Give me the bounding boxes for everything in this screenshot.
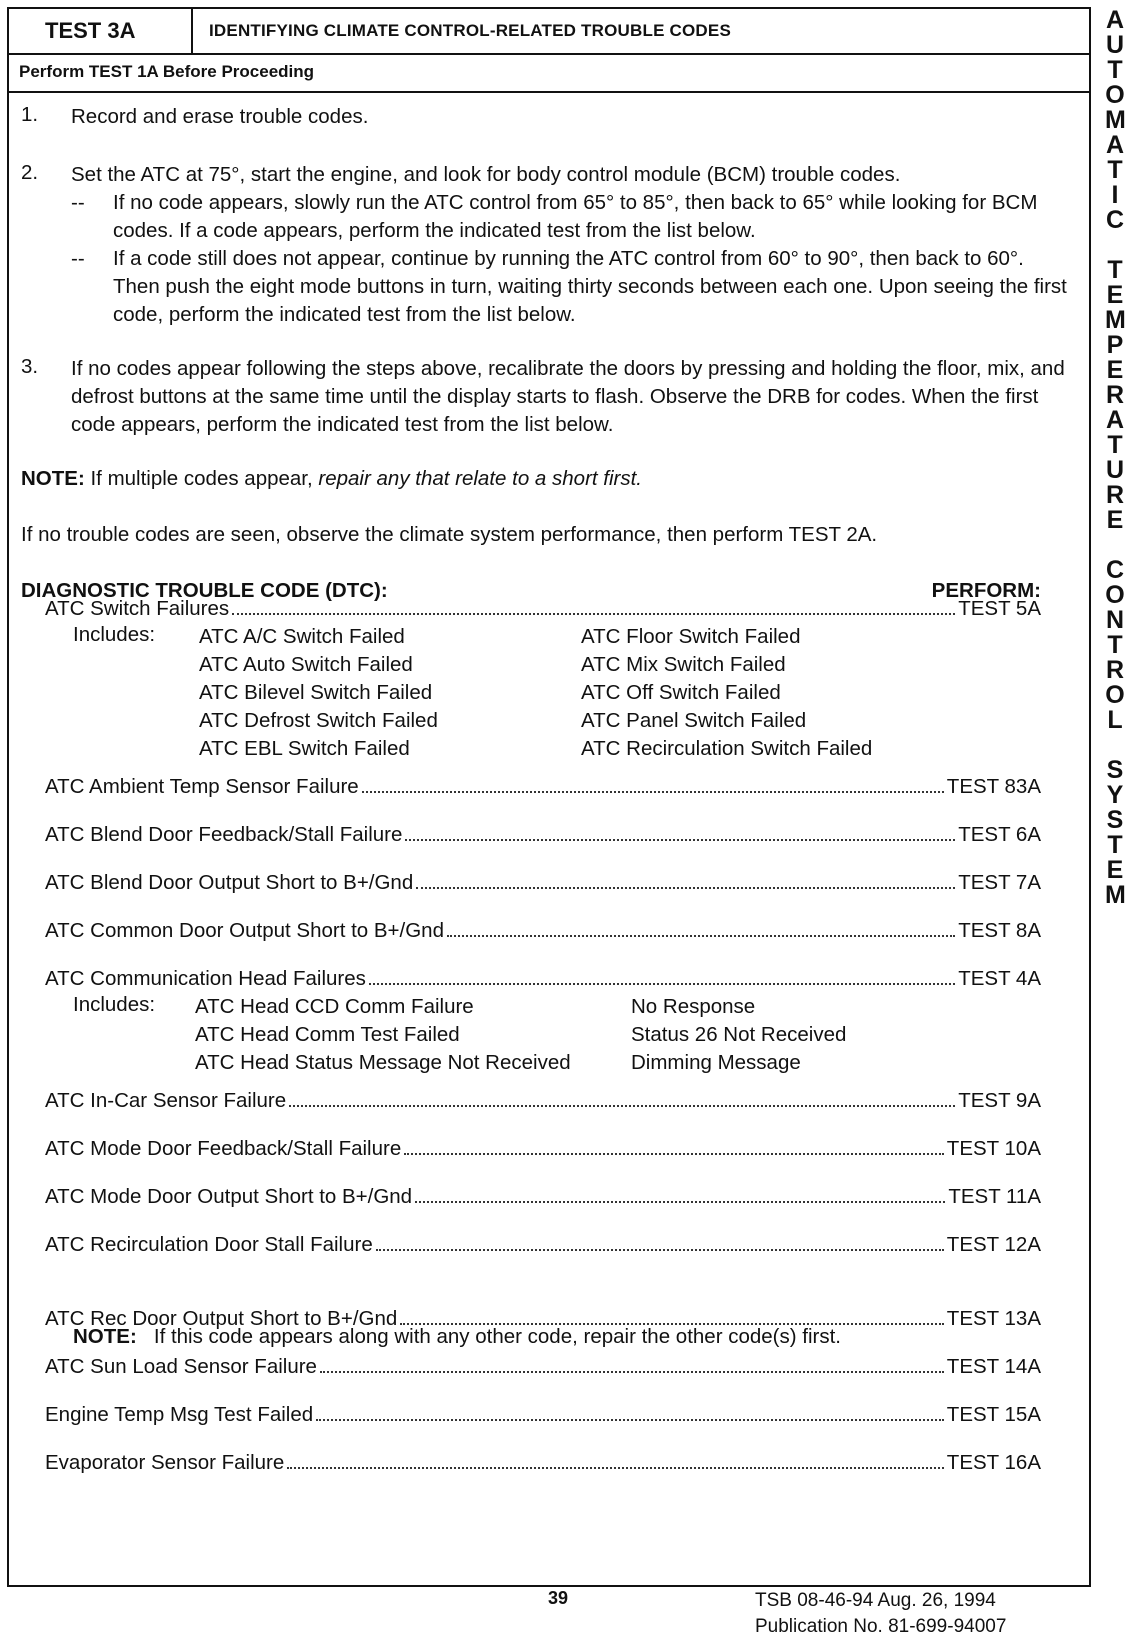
comm-includes-left	[195, 993, 571, 1077]
switch-includes-left	[199, 623, 438, 763]
leader-dots	[447, 917, 955, 937]
note-text: If this code appears along with any other code, repair the other code(s) first.	[153, 1325, 841, 1348]
dtc-name: ATC Blend Door Output Short to B+/Gnd	[45, 871, 414, 894]
dtc-perform: TEST 10A	[946, 1137, 1041, 1160]
dtc-name: ATC Mode Door Output Short to B+/Gnd	[45, 1185, 413, 1208]
include-item: Dimming Message	[631, 1051, 801, 1074]
dtc-name: ATC Mode Door Feedback/Stall Failure	[45, 1137, 402, 1160]
dtc-name: ATC Ambient Temp Sensor Failure	[45, 775, 359, 798]
dtc-row	[45, 1353, 1041, 1381]
include-item: ATC Defrost Switch Failed	[199, 709, 438, 732]
side-word-gap	[1100, 233, 1130, 258]
bullet-text: If a code still does not appear, continue by running the ATC control from 60° to 90°, then back to 60°. Then push the eight mode buttons in turn, waiting thirty seconds between each one. Upon seeing the first code, perform the indicated test from the list below.	[113, 247, 1067, 326]
dtc-perform: TEST 6A	[958, 823, 1041, 846]
side-word-gap	[1100, 533, 1130, 558]
note-label: NOTE:	[21, 467, 85, 490]
perform-column-header: PERFORM:	[931, 579, 1041, 602]
step-text: Set the ATC at 75°, start the engine, and look for body control module (BCM) trouble codes.	[71, 163, 901, 186]
include-item: ATC Mix Switch Failed	[581, 653, 786, 676]
leader-dots	[416, 869, 955, 889]
leader-dots	[289, 1087, 955, 1107]
include-item: ATC Off Switch Failed	[581, 681, 781, 704]
note-label: NOTE:	[73, 1325, 137, 1348]
dtc-name: Evaporator Sensor Failure	[45, 1451, 285, 1474]
page-number: 39	[548, 1588, 569, 1608]
dtc-row	[45, 1183, 1041, 1211]
dtc-row	[45, 1401, 1041, 1429]
dtc-perform: TEST 4A	[958, 967, 1041, 990]
include-item: ATC Head Comm Test Failed	[195, 1023, 460, 1046]
include-item: ATC Head Status Message Not Received	[195, 1051, 571, 1074]
dtc-column-header: DIAGNOSTIC TROUBLE CODE (DTC):	[21, 579, 388, 602]
dtc-row	[45, 869, 1041, 897]
page-title: IDENTIFYING CLIMATE CONTROL-RELATED TROUBLE CODES	[209, 21, 731, 40]
includes-label: Includes:	[73, 993, 156, 1016]
dtc-perform: TEST 14A	[946, 1355, 1041, 1378]
dtc-perform: TEST 16A	[946, 1451, 1041, 1474]
leader-dots	[404, 1135, 944, 1155]
no-codes-instruction: If no trouble codes are seen, observe the climate system performance, then perform TEST 2A.	[21, 523, 878, 546]
bullet-item	[71, 189, 1069, 245]
dtc-perform: TEST 8A	[958, 919, 1041, 942]
dtc-perform: TEST 9A	[958, 1089, 1041, 1112]
dtc-name: ATC Communication Head Failures	[45, 967, 366, 990]
leader-dots	[415, 1183, 945, 1203]
dtc-perform: TEST 15A	[946, 1403, 1041, 1426]
dtc-row	[45, 821, 1041, 849]
side-word: CONTROL	[1105, 556, 1125, 734]
dtc-perform: TEST 11A	[948, 1185, 1041, 1208]
tsb-reference: TSB 08-46-94 Aug. 26, 1994	[755, 1590, 996, 1611]
dtc-row	[45, 1087, 1041, 1115]
side-word-gap	[1100, 733, 1130, 758]
dtc-name: ATC Rec Door Output Short to B+/Gnd	[45, 1307, 398, 1330]
includes-label: Includes:	[73, 623, 156, 646]
prerequisite-text: Perform TEST 1A Before Proceeding	[19, 62, 315, 81]
include-item: No Response	[631, 995, 756, 1018]
include-item: ATC Recirculation Switch Failed	[581, 737, 873, 760]
dtc-row	[45, 1135, 1041, 1163]
switch-includes-right	[581, 623, 872, 763]
dtc-name: ATC Switch Failures	[45, 597, 230, 620]
comm-includes-right	[631, 993, 846, 1077]
leader-dots	[287, 1449, 944, 1469]
publication-number: Publication No. 81-699-94007	[755, 1616, 1007, 1637]
side-vertical-title	[1100, 8, 1130, 908]
step-text: Record and erase trouble codes.	[71, 105, 369, 128]
include-item: ATC EBL Switch Failed	[199, 737, 410, 760]
leader-dots	[232, 595, 955, 615]
document-body	[9, 9, 1089, 1585]
step-number: 1.	[21, 103, 39, 126]
include-item: ATC Panel Switch Failed	[581, 709, 807, 732]
leader-dots	[362, 773, 944, 793]
dtc-perform: TEST 13A	[946, 1307, 1041, 1330]
bullet-dash: --	[71, 247, 85, 270]
dtc-perform: TEST 12A	[946, 1233, 1041, 1256]
leader-dots	[320, 1353, 944, 1373]
footer-reference	[755, 1588, 1006, 1640]
include-item: ATC Head CCD Comm Failure	[195, 995, 474, 1018]
dtc-row	[45, 595, 1041, 623]
side-word: TEMPERATURE	[1105, 256, 1126, 534]
side-word: SYSTEM	[1105, 756, 1126, 909]
dtc-row	[45, 1231, 1041, 1259]
dtc-perform: TEST 83A	[946, 775, 1041, 798]
note	[21, 467, 642, 491]
leader-dots	[316, 1401, 944, 1421]
note-text: If multiple codes appear,	[90, 467, 313, 490]
include-item: ATC A/C Switch Failed	[199, 625, 405, 648]
dtc-row	[45, 965, 1041, 993]
dtc-name: ATC Blend Door Feedback/Stall Failure	[45, 823, 403, 846]
bullet-item	[71, 245, 1069, 329]
dtc-row	[45, 773, 1041, 801]
include-item: Status 26 Not Received	[631, 1023, 847, 1046]
include-item: ATC Auto Switch Failed	[199, 653, 413, 676]
dtc-row	[45, 917, 1041, 945]
test-label: TEST 3A	[9, 9, 193, 53]
dtc-name: ATC Common Door Output Short to B+/Gnd	[45, 919, 444, 942]
leader-dots	[376, 1231, 944, 1251]
bullet-dash: --	[71, 191, 85, 214]
dtc-name: Engine Temp Msg Test Failed	[45, 1403, 314, 1426]
step-2-body	[71, 161, 1069, 329]
dtc-perform: TEST 5A	[958, 597, 1041, 620]
dtc-row	[45, 1449, 1041, 1477]
leader-dots	[405, 821, 955, 841]
step-text: If no codes appear following the steps above, recalibrate the doors by pressing and holding the floor, mix, and defrost buttons at the same time until the display starts to flash. Observe the DRB for codes. When the first code appears, perform the indicated test from the list below.	[71, 357, 1065, 436]
bullet-text: If no code appears, slowly run the ATC control from 65° to 85°, then back to 65° while looking for BCM codes. If a code appears, perform the indicated test from the list below.	[113, 191, 1038, 242]
dtc-row	[45, 1305, 1041, 1333]
side-word: AUTOMATIC	[1105, 6, 1126, 234]
step-number: 3.	[21, 355, 39, 378]
dtc-name: ATC Sun Load Sensor Failure	[45, 1355, 317, 1378]
dtc-name: ATC In-Car Sensor Failure	[45, 1089, 287, 1112]
include-item: ATC Bilevel Switch Failed	[199, 681, 433, 704]
leader-dots	[369, 965, 955, 985]
leader-dots	[400, 1305, 944, 1325]
page-frame	[7, 7, 1091, 1587]
dtc-name: ATC Recirculation Door Stall Failure	[45, 1233, 373, 1256]
dtc-perform: TEST 7A	[958, 871, 1041, 894]
note-emphasis: repair any that relate to a short first.	[318, 467, 643, 490]
include-item: ATC Floor Switch Failed	[581, 625, 801, 648]
step-number: 2.	[21, 161, 39, 184]
